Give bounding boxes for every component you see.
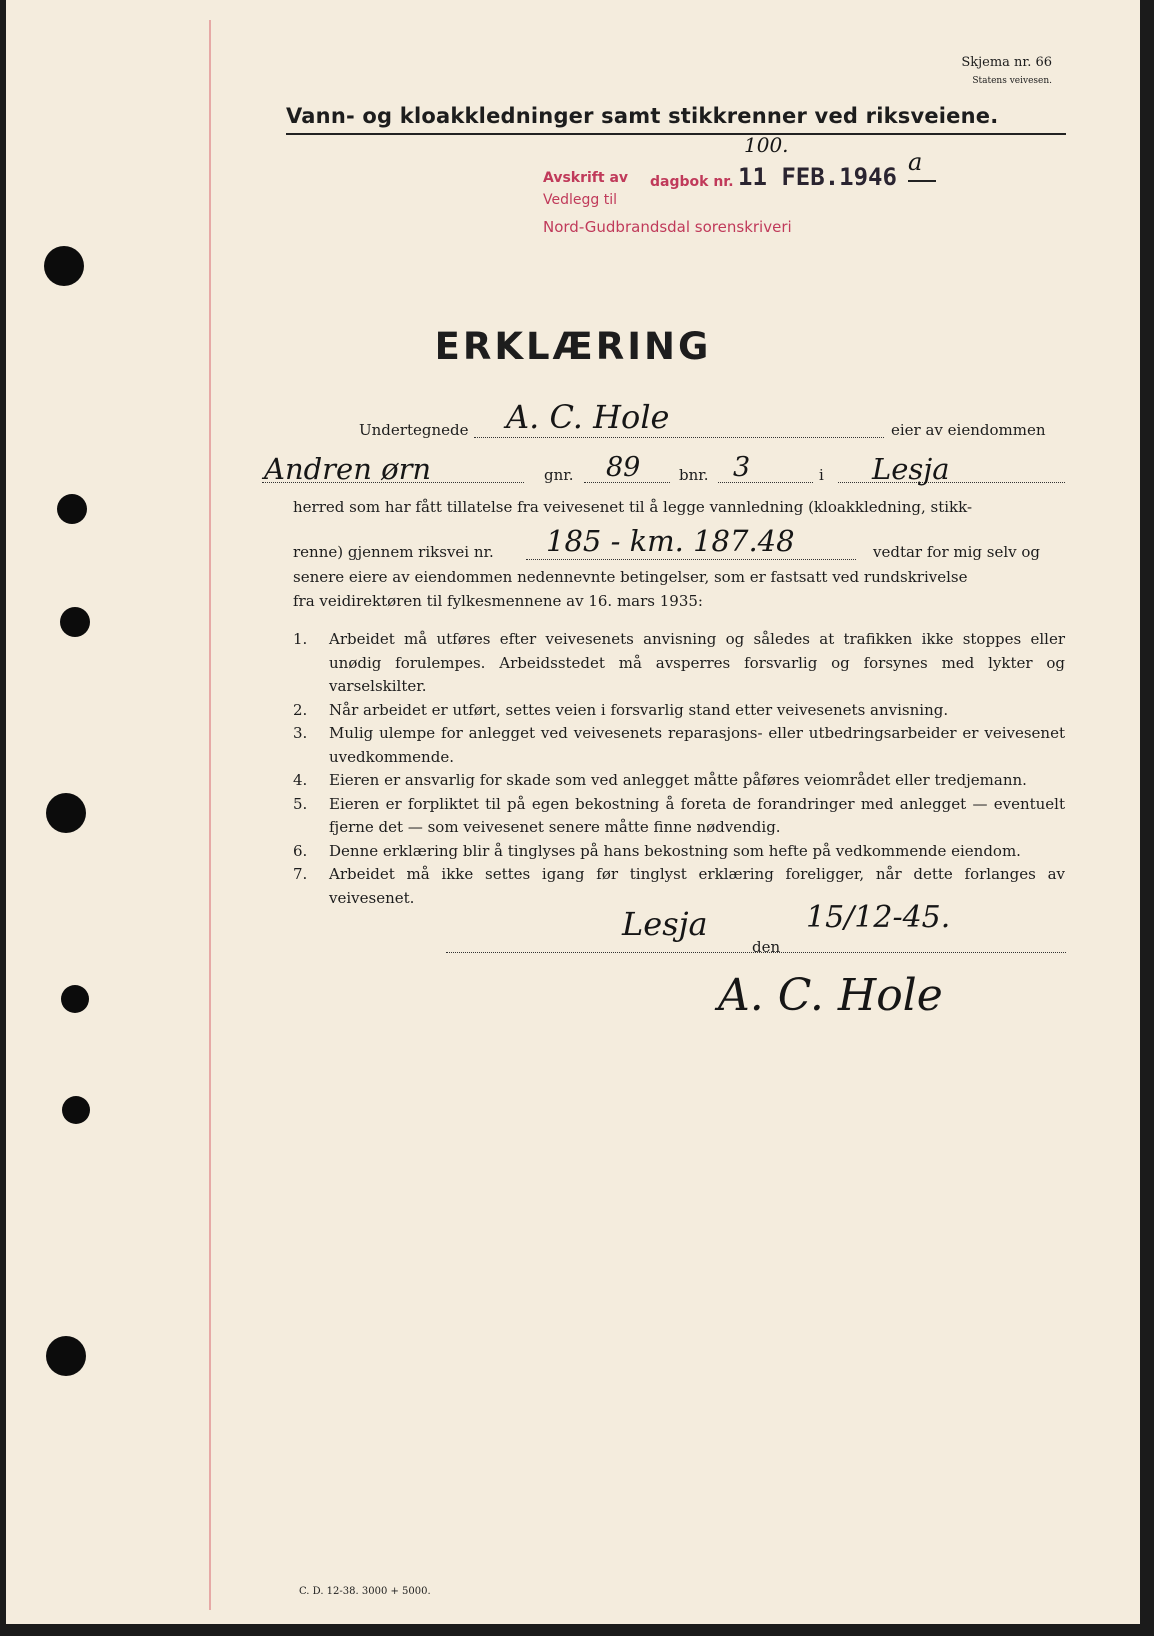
declaration-line-5: senere eiere av eiendommen nedennevnte betingelser, som er fastsatt ved rundskrivelse <box>293 568 968 586</box>
stamp-dagbok-label: dagbok nr. <box>650 174 734 190</box>
undersigned-label: Undertegnede <box>359 421 469 439</box>
binder-hole <box>46 793 86 833</box>
road-fill-line <box>526 559 856 560</box>
stamp-dagbok-number: 100. <box>744 133 789 157</box>
road-number: 185 - km. 187.48 <box>546 524 795 558</box>
stamp-suffix-dash <box>908 180 936 182</box>
binder-hole <box>61 985 89 1013</box>
road-prefix: renne) gjennem riksvei nr. <box>293 543 494 561</box>
headline: Vann- og kloakkledninger samt stikkrenner ved riksveiene. <box>286 104 999 128</box>
condition-item: 4. Eieren er ansvarlig for skade som ved anlegget måtte påføres veiområdet eller tredjemann. <box>293 771 1027 789</box>
property-name: Andren ørn <box>264 452 432 486</box>
condition-item: 7. Arbeidet må ikke settes igang før tinglyst erklæring foreligger, når dette forlanges av veivesenet. <box>293 865 1065 907</box>
schema-number: Skjema nr. 66 <box>961 55 1052 70</box>
stamp-date: 11 FEB.1946 <box>738 163 897 191</box>
issuer: Statens veivesen. <box>972 76 1052 86</box>
stamp-line-2: Vedlegg til <box>543 192 617 208</box>
condition-item: 3. Mulig ulempe for anlegget ved veivesenets reparasjons- eller utbedringsarbeider er veivesenet uvedkommende. <box>293 724 1065 766</box>
gnr-label: gnr. <box>544 466 574 484</box>
declaration-line-6: fra veidirektøren til fylkesmennene av 16. mars 1935: <box>293 591 703 610</box>
in-label: i <box>819 466 824 484</box>
bnr-value: 3 <box>733 452 751 483</box>
condition-item: 2. Når arbeidet er utført, settes veien i forsvarlig stand etter veivesenets anvisning. <box>293 700 949 719</box>
signature-date: 15/12-45. <box>806 900 951 935</box>
condition-item: 5. Eieren er forpliktet til på egen bekostning å foreta de forandringer med anlegget — eventuelt fjerne det — som veivesenet senere måtte finne nødvendig. <box>293 794 1065 836</box>
binder-hole <box>60 607 90 637</box>
condition-item: 6. Denne erklæring blir å tinglyses på hans bekostning som hefte på vedkommende eiendom. <box>293 841 1021 860</box>
print-footer: C. D. 12-38. 3000 + 5000. <box>299 1586 431 1597</box>
document-page <box>6 0 1140 1624</box>
stamp-line-1: Avskrift av <box>543 170 629 186</box>
stamp-suffix: a <box>908 148 923 176</box>
undersigned-fill-line <box>474 437 884 438</box>
owner-label: eier av eiendommen <box>891 421 1046 439</box>
binder-hole <box>44 246 84 286</box>
form-identifier <box>961 54 1052 90</box>
road-suffix: vedtar for mig selv og <box>873 543 1041 561</box>
conditions-list <box>293 628 1065 910</box>
headline-underline <box>286 133 1066 135</box>
binder-hole <box>46 1336 86 1376</box>
stamp-line-3: Nord-Gudbrandsdal sorenskriveri <box>543 218 792 236</box>
binder-hole <box>57 494 87 524</box>
signature-place: Lesja <box>622 905 708 943</box>
den-label: den <box>752 938 781 956</box>
declaration-line-3: herred som har fått tillatelse fra veivesenet til å legge vannledning (kloakkledning, stikk- <box>293 498 973 516</box>
binder-hole <box>62 1096 90 1124</box>
condition-item: 1. Arbeidet må utføres efter veivesenets anvisning og således at trafikken ikke stoppes eller unødig forulempes. Arbeidsstedet må avsperres forsvarlig og forsynes med lykter og varselskilter. <box>293 630 1065 695</box>
undersigned-name: A. C. Hole <box>506 398 670 436</box>
document-title: ERKLÆRING <box>434 325 712 368</box>
gnr-value: 89 <box>606 452 641 483</box>
signature: A. C. Hole <box>718 970 943 1021</box>
margin-rule <box>209 20 211 1610</box>
municipality-value: Lesja <box>872 452 950 486</box>
bnr-label: bnr. <box>679 466 709 484</box>
